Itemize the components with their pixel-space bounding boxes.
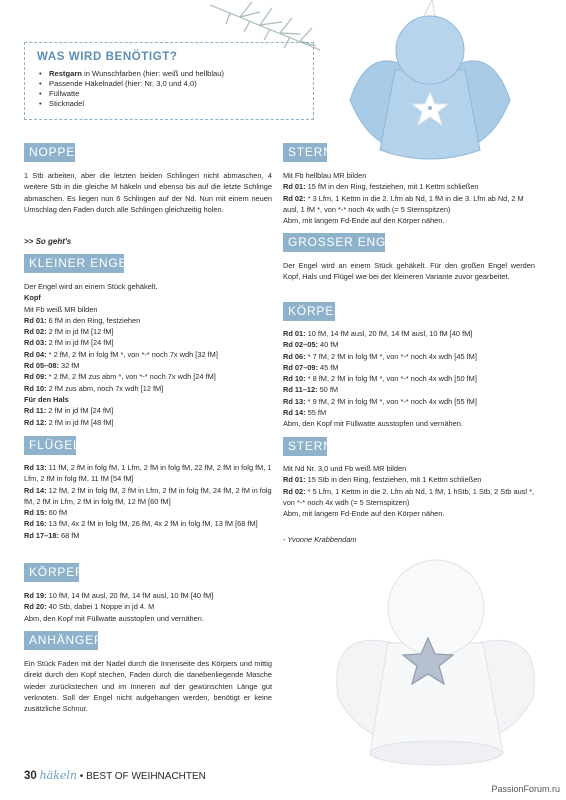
section-header-noppe: NOPPE [24, 143, 75, 162]
kleiner-engel-instructions [24, 281, 274, 428]
instruction-para: Rd 15: 60 fM [24, 508, 68, 518]
instruction-para: Rd 16: 13 fM, 4x 2 fM in folg fM, 26 fM, 4x 2 fM in folg fM, 13 fM [68 fM] [24, 519, 258, 529]
instruction-line: Rd 12: 2 fM in jd fM [48 fM] [24, 417, 114, 427]
instruction-line: Rd 14: 55 fM [283, 408, 327, 418]
magazine-logo: häkeln [39, 769, 77, 782]
anhaenger-text: Ein Stück Faden mit der Nadel durch die Innenseite des Körpers und mittig direkt durch den Kopf stechen, Faden durch die danebenliegende Masche wieder zurückstechen und im Inneren auf der gewünschten Länge gut verknoten. Soll der Engel nicht aufgehangen werden, benötigt er keine zusätzliche Schnur. [24, 659, 272, 714]
instruction-line: Rd 06: * 7 fM, 2 fM in folg fM *, von *-* noch 4x wdh [45 fM] [283, 351, 477, 361]
instruction-line: Rd 10: * 8 fM, 2 fM in folg fM *, von *-* noch 4x wdh [50 fM] [283, 374, 477, 384]
instruction-line: Rd 20: 40 Stb, dabei 1 Noppe in jd 4. M [24, 602, 155, 612]
instruction-line: Für den Hals [24, 394, 69, 404]
section-header-fluegel: FLÜGEL [24, 436, 76, 455]
instruction-line: Rd 04: * 2 fM, 2 fM in folg fM *, von *-* noch 7x wdh [32 fM] [24, 349, 218, 359]
instruction-line: Mit Fb weiß MR bilden [24, 304, 98, 314]
so-gehts-label: >> So geht's [24, 237, 72, 246]
fluegel-instructions [24, 462, 274, 541]
instruction-line: Der Engel wird an einem Stück gehäkelt. [24, 282, 158, 291]
section-header-stern: STERN [283, 143, 327, 162]
instruction-line: Rd 11: 2 fM in jd fM [24 fM] [24, 406, 114, 416]
instruction-para: Abm, mit langem Fd-Ende auf den Körper nähen. [283, 216, 445, 226]
section-header-stern-2: STERN [283, 437, 327, 456]
instruction-line: Rd 02–05: 40 fM [283, 340, 339, 350]
list-item [49, 79, 301, 89]
instruction-line: Rd 10: 2 fM zus abm, noch 7x wdh [12 fM] [24, 383, 164, 393]
section-header-anhaenger: ANHÄNGER [24, 631, 98, 650]
white-angel-photo [308, 548, 566, 770]
instruction-line: Rd 02: 2 fM in jd fM [12 fM] [24, 327, 114, 337]
list-item-text: Sticknadel [49, 99, 85, 108]
instruction-para: Rd 17–18: 68 fM [24, 530, 80, 540]
instruction-line: Abm, den Kopf mit Füllwatte ausstopfen und vernähen. [283, 419, 463, 429]
materials-list [37, 69, 301, 109]
grosser-engel-text: Der Engel wird an einem Stück gehäkelt. Für den großen Engel werden Kopf, Hals und Flügel wie bei der kleineren Variante zuvor gearbeitet. [283, 261, 535, 282]
page-footer [24, 769, 206, 782]
instruction-line: Rd 07–09: 45 fM [283, 362, 339, 372]
noppe-text: 1 Stb arbeiten, aber die letzten beiden Schlingen nicht abmaschen, 4 weitere Stb in die gleiche M häkeln und ebenso bis auf die letzte Schlinge abmaschen. Es liegen nun 6 Schlingen auf der Nd. Nun mit einem neuen Umschlag den Faden durch alle Schlingen gleichzeitig holen. [24, 171, 272, 214]
page-number: 30 [24, 770, 37, 782]
section-header-koerper-klein: KÖRPER [24, 563, 79, 582]
instruction-line: Rd 13: * 9 fM, 2 fM in folg fM *, von *-* noch 4x wdh [55 fM] [283, 396, 477, 406]
instruction-line: Rd 01: 10 fM, 14 fM ausl, 20 fM, 14 fM ausl, 10 fM [40 fM] [283, 329, 473, 338]
list-item-text: Füllwatte [49, 89, 80, 98]
instruction-para: Rd 01: 15 fM in den Ring, festziehen, mit 1 Kettm schließen [283, 182, 479, 192]
instruction-line: Abm, den Kopf mit Füllwatte ausstopfen und vernähen. [24, 613, 204, 623]
stern-2-instructions [283, 463, 535, 519]
list-item-bold: Restgarn [49, 69, 82, 78]
instruction-line: Rd 01: 6 fM in den Ring, festziehen [24, 315, 141, 325]
watermark: PassionForum.ru [491, 784, 560, 794]
materials-box [24, 42, 314, 120]
instruction-para: Abm, mit langem Fd-Ende auf den Körper nähen. [283, 509, 445, 519]
section-header-koerper-gross: KÖRPER [283, 302, 335, 321]
list-item [49, 89, 301, 99]
instruction-line: Rd 03: 2 fM in jd fM [24 fM] [24, 338, 114, 348]
list-item-text: in Wunschfarben (hier: weiß und hellblau) [81, 69, 225, 78]
koerper-klein-instructions [24, 590, 274, 624]
instruction-para: Rd 02: * 5 Lfm, 1 Kettm in die 2. Lfm ab Nd, 1 fM, 1 hStb, 1 Stb, 2 Stb ausl *, von *-* noch 4x wdh (= 5 Sternspitzen) [283, 486, 534, 507]
stern-instructions [283, 170, 535, 226]
list-item [49, 69, 301, 79]
instruction-line: Rd 11–12: 50 fM [283, 385, 339, 395]
instruction-line: Rd 05–08: 32 fM [24, 361, 80, 371]
list-item-text: Passende Häkelnadel (hier: Nr. 3,0 und 4,0) [49, 79, 197, 88]
list-item [49, 99, 301, 109]
section-header-kleiner-engel: KLEINER ENGEL [24, 254, 124, 273]
instruction-para: Rd 02: * 3 Lfm, 1 Kettm in die 2. Lfm ab Nd, 1 fM in die 3. Lfm ab Nd, 2 M ausl, 1 fM *, von *-* noch 4x wdh (= 5 Sternspitzen) [283, 193, 524, 214]
instruction-para: Rd 13: 11 fM, 2 fM in folg fM, 1 Lfm, 2 fM in folg fM, 22 fM, 2 fM in folg fM, 1 Lfm, 2 fM in folg fM, 11 fM [54 fM] [24, 463, 272, 484]
instruction-line: Kopf [24, 293, 41, 303]
magazine-issue-title: BEST OF WEIHNACHTEN [86, 771, 206, 782]
instruction-para: Rd 14: 12 fM, 2 fM in folg fM, 2 fM in Lfm, 2 fM in folg fM, 24 fM, 2 fM in folg fM, 2 fM in Lfm, 2 fM in folg fM, 12 fM [60 fM] [24, 485, 272, 506]
instruction-para: Mit Nd Nr. 3,0 und Fb weiß MR bilden [283, 464, 407, 473]
blue-angel-photo [340, 0, 566, 166]
author-credit: - Yvonne Krabbendam [283, 535, 357, 544]
materials-title: WAS WIRD BENÖTIGT? [37, 51, 178, 63]
instruction-line: Rd 19: 10 fM, 14 fM ausl, 20 fM, 14 fM ausl, 10 fM [40 fM] [24, 591, 214, 600]
instruction-para: Mit Fb hellblau MR bilden [283, 171, 367, 180]
footer-separator: • [77, 771, 87, 782]
section-header-grosser-engel: GROSSER ENGEL [283, 233, 385, 252]
instruction-line: Rd 09: * 2 fM, 2 fM zus abm *, von *-* noch 7x wdh [24 fM] [24, 372, 216, 382]
instruction-para: Rd 01: 15 Stb in den Ring, festziehen, mit 1 Kettm schließen [283, 475, 482, 485]
koerper-gross-instructions [283, 328, 535, 430]
